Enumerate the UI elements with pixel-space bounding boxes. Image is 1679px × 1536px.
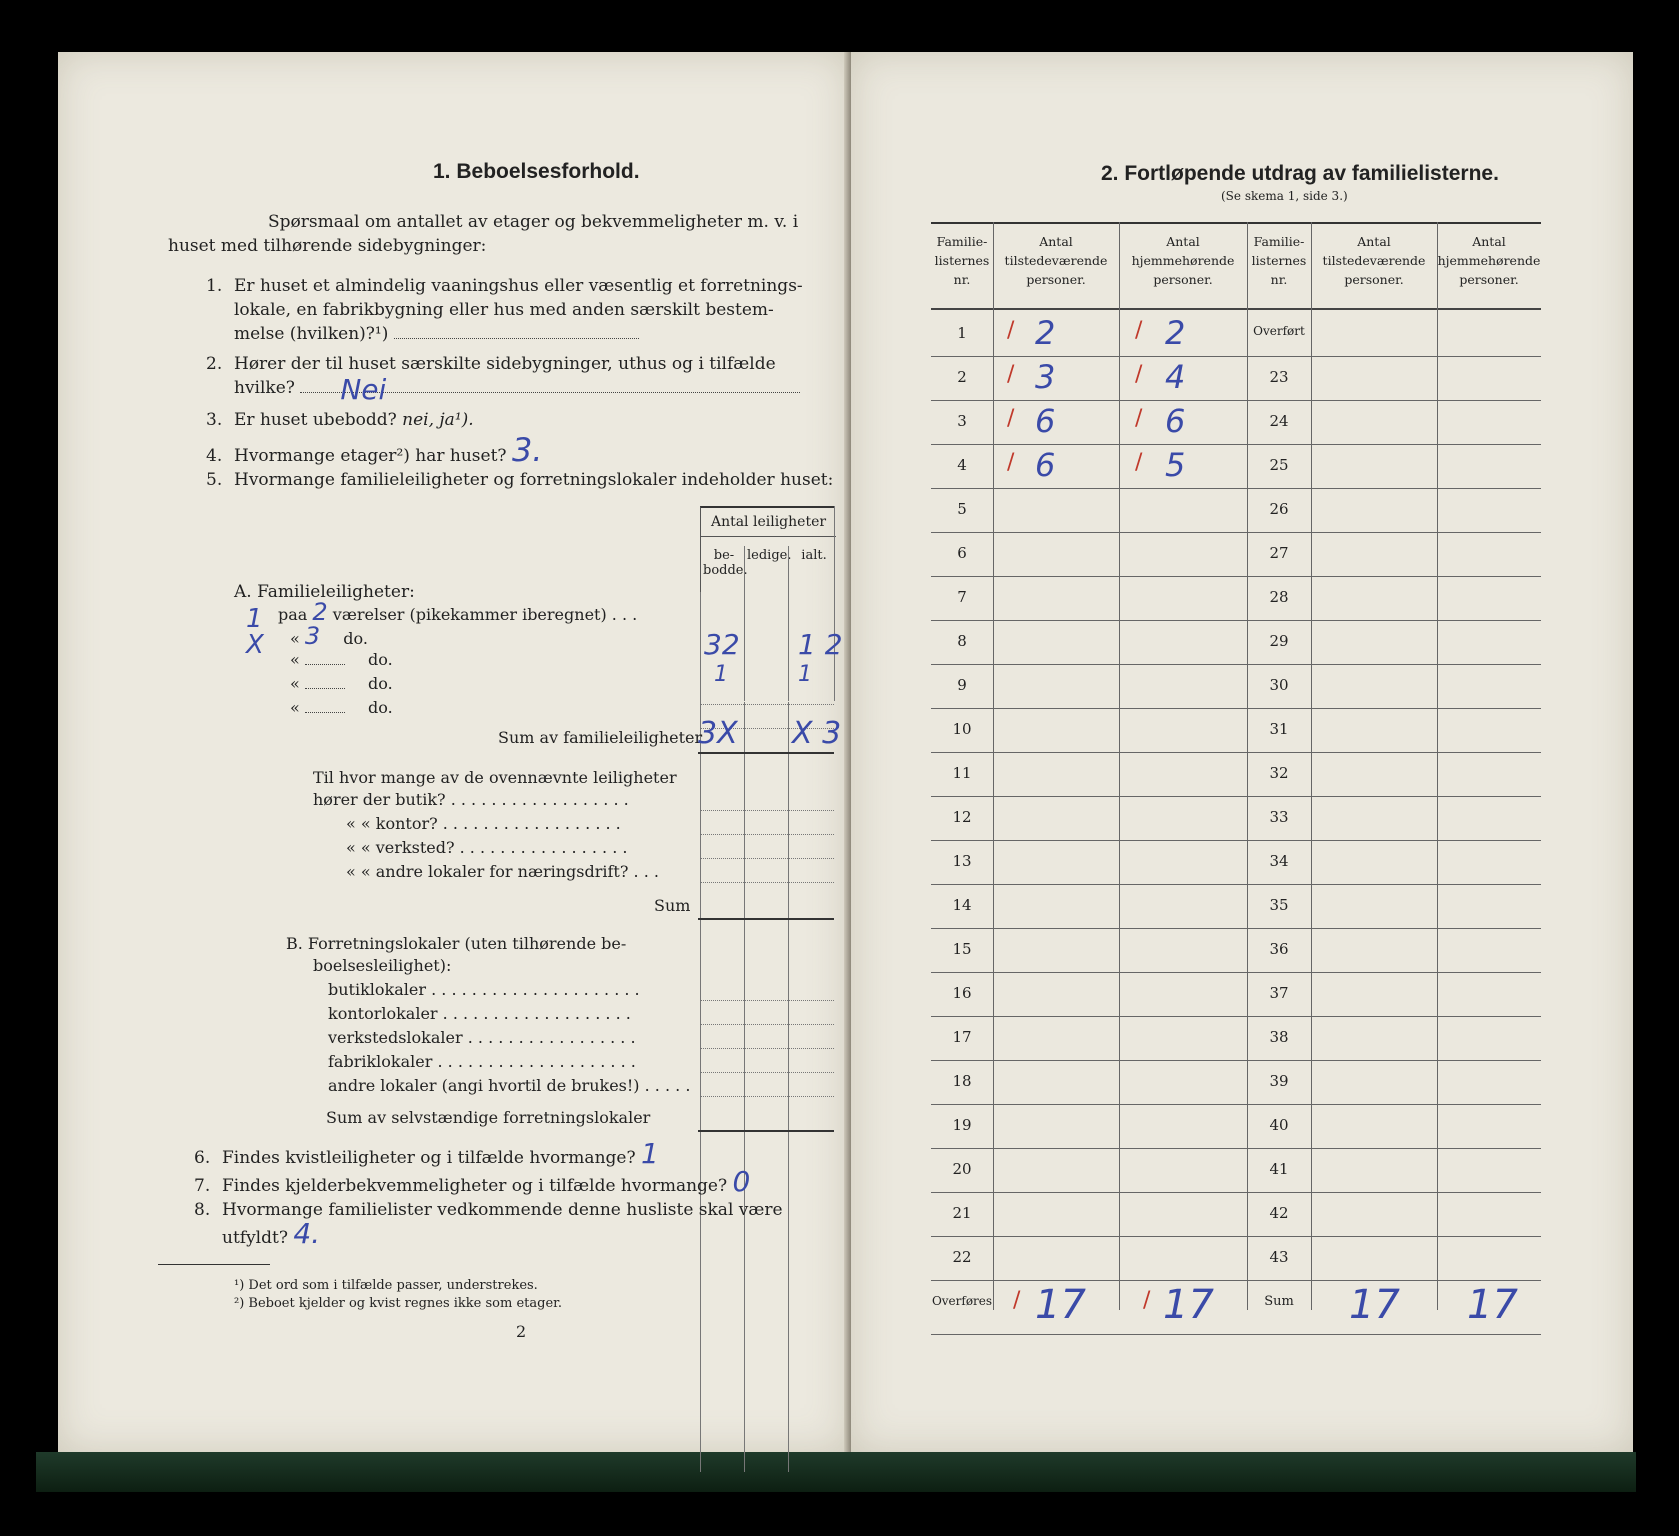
table-row-rule bbox=[931, 972, 1541, 973]
table-row-rule bbox=[931, 664, 1541, 665]
footnote-2: ²) Beboet kjelder og kvist regnes ikke som etager. bbox=[234, 1296, 563, 1311]
question-1-line-2: lokale, en fabrikbygning eller hus med anden særskilt bestem- bbox=[234, 300, 774, 320]
scanner-background-band bbox=[36, 1452, 1636, 1492]
right-page-title: 2. Fortløpende utdrag av familielisterne. bbox=[1101, 162, 1499, 185]
familieleilighet-row-1: paa 2 værelser (pikekammer iberegnet) . . . bbox=[278, 598, 638, 626]
hjemme-value: 2 bbox=[1165, 314, 1186, 352]
overfores-tilstede-total: 17 bbox=[1035, 1282, 1086, 1328]
familie-nr-right-cell: 25 bbox=[1269, 456, 1289, 474]
familie-nr-left-cell: 19 bbox=[952, 1116, 972, 1134]
familie-nr-right-cell: 36 bbox=[1269, 940, 1289, 958]
row1-ialt-value: 1 2 bbox=[798, 628, 843, 661]
familie-nr-right-cell: 27 bbox=[1269, 544, 1289, 562]
familie-nr-left-cell: 5 bbox=[957, 500, 967, 518]
familie-nr-right-cell: 33 bbox=[1269, 808, 1289, 826]
table-row-rule bbox=[931, 620, 1541, 621]
table-row-rule bbox=[931, 840, 1541, 841]
question-7: 7. Findes kjelderbekvemmeligheter og i tilfælde hvormange? 0 bbox=[194, 1165, 751, 1198]
handwritten-answer-familielister: 4. bbox=[293, 1217, 321, 1250]
tilstede-value: 6 bbox=[1035, 446, 1056, 484]
handwritten-answer-kvist: 1 bbox=[640, 1137, 659, 1170]
left-page bbox=[58, 52, 848, 1452]
red-check-mark: / bbox=[1135, 362, 1143, 387]
handwritten-answer-nei: Nei bbox=[340, 373, 387, 406]
section-b-line-2: boelsesleilighet): bbox=[313, 956, 452, 975]
sum-label: Sum bbox=[654, 896, 691, 915]
tilstede-value: 6 bbox=[1035, 402, 1056, 440]
familie-nr-left-cell: 4 bbox=[957, 456, 967, 474]
kontorlokaler-line: kontorlokaler . . . . . . . . . . . . . . . . . . . bbox=[328, 1004, 631, 1023]
familie-nr-right-cell: 23 bbox=[1269, 368, 1289, 386]
table-row-rule bbox=[931, 1280, 1541, 1281]
handwritten-answer-kjelder: 0 bbox=[732, 1165, 751, 1198]
familie-nr-left-cell: 18 bbox=[952, 1072, 972, 1090]
kontor-line: « « kontor? . . . . . . . . . . . . . . . . . . bbox=[346, 814, 621, 833]
row1-bebodde-value: 32 bbox=[704, 628, 740, 661]
familie-nr-right-cell: 43 bbox=[1269, 1248, 1289, 1266]
red-check-mark: / bbox=[1143, 1288, 1151, 1313]
familie-nr-left-cell: 7 bbox=[957, 588, 967, 606]
left-page-title: 1. Beboelsesforhold. bbox=[433, 160, 640, 183]
right-page-subtitle: (Se skema 1, side 3.) bbox=[1221, 189, 1348, 203]
table-row-rule bbox=[931, 400, 1541, 401]
familie-nr-right-cell: 42 bbox=[1269, 1204, 1289, 1222]
red-check-mark: / bbox=[1013, 1288, 1021, 1313]
antal-leiligheter-header: Antal leiligheter be- bodde. ledige. ialt. bbox=[700, 506, 835, 592]
table-row-rule bbox=[931, 928, 1541, 929]
red-check-mark: / bbox=[1007, 318, 1015, 343]
familie-nr-right-cell: 37 bbox=[1269, 984, 1289, 1002]
table-row-rule bbox=[931, 488, 1541, 489]
footnote-rule bbox=[158, 1264, 270, 1265]
familie-nr-right-cell: 30 bbox=[1269, 676, 1289, 694]
familie-nr-left-cell: 13 bbox=[952, 852, 972, 870]
sum-hjemme-total: 17 bbox=[1467, 1282, 1518, 1328]
red-check-mark: / bbox=[1135, 406, 1143, 431]
familie-nr-left-cell: 15 bbox=[952, 940, 972, 958]
question-8-line-2: utfyldt? 4. bbox=[222, 1217, 321, 1250]
table-bottom-rule bbox=[931, 1334, 1541, 1335]
familie-nr-right-cell: 35 bbox=[1269, 896, 1289, 914]
right-page bbox=[851, 52, 1633, 1452]
handwritten-rooms-2: 3 bbox=[304, 622, 321, 650]
familie-nr-right-cell: 34 bbox=[1269, 852, 1289, 870]
table-row-rule bbox=[931, 1104, 1541, 1105]
verkstedslokaler-line: verkstedslokaler . . . . . . . . . . . . . . . . . bbox=[328, 1028, 636, 1047]
familie-nr-right-cell: Overført bbox=[1253, 324, 1305, 338]
question-2-line-1: 2. Hører der til huset særskilte sidebygninger, uthus og i tilfælde bbox=[206, 354, 776, 374]
header-familie-nr-left: Familie- listernes nr. bbox=[934, 234, 990, 287]
hjemme-value: 4 bbox=[1165, 358, 1186, 396]
table-row-rule bbox=[931, 576, 1541, 577]
sum-familieleiligheter-label: Sum av familieleiligheter bbox=[498, 728, 703, 747]
table-row-rule bbox=[931, 708, 1541, 709]
familie-nr-left-cell: 10 bbox=[952, 720, 972, 738]
question-5: 5. Hvormange familieleiligheter og forretningslokaler indeholder huset: bbox=[206, 470, 834, 490]
familie-nr-right-cell: 41 bbox=[1269, 1160, 1289, 1178]
familie-nr-left-cell: 8 bbox=[957, 632, 967, 650]
sum-tilstede-total: 17 bbox=[1349, 1282, 1400, 1328]
familie-nr-right-cell: 28 bbox=[1269, 588, 1289, 606]
sum-label: Sum bbox=[1264, 1294, 1294, 1309]
familieleilighet-row-5: « do. bbox=[290, 698, 393, 717]
row2-ialt-value: 1 bbox=[798, 662, 812, 687]
header-familie-nr-right: Familie- listernes nr. bbox=[1251, 234, 1307, 287]
sum-ialt-value: X 3 bbox=[792, 716, 842, 751]
header-hjemme-right: Antal hjemmehørende personer. bbox=[1437, 234, 1541, 287]
table-row-rule bbox=[931, 1016, 1541, 1017]
til-hvor-mange-line-2: hører der butik? . . . . . . . . . . . . . . . . . . bbox=[313, 790, 629, 809]
page-number: 2 bbox=[516, 1322, 527, 1341]
familie-nr-left-cell: 6 bbox=[957, 544, 967, 562]
hjemme-value: 5 bbox=[1165, 446, 1186, 484]
margin-handwritten-note: 1 X bbox=[246, 604, 264, 660]
familie-nr-right-cell: 40 bbox=[1269, 1116, 1289, 1134]
familie-nr-left-cell: 3 bbox=[957, 412, 967, 430]
handwritten-answer-etager: 3. bbox=[511, 431, 543, 469]
header-tilstede-left: Antal tilstedeværende personer. bbox=[1004, 234, 1108, 287]
familie-nr-left-cell: 12 bbox=[952, 808, 972, 826]
tilstede-value: 3 bbox=[1035, 358, 1056, 396]
table-row-rule bbox=[931, 884, 1541, 885]
familie-nr-left-cell: 1 bbox=[957, 324, 967, 342]
footnote-1: ¹) Det ord som i tilfælde passer, understrekes. bbox=[234, 1278, 538, 1293]
til-hvor-mange-line-1: Til hvor mange av de ovennævnte leiligheter bbox=[313, 768, 677, 787]
tilstede-value: 2 bbox=[1035, 314, 1056, 352]
question-1-line-1: 1. Er huset et almindelig vaaningshus eller væsentlig et forretnings- bbox=[206, 276, 803, 296]
familie-nr-right-cell: 29 bbox=[1269, 632, 1289, 650]
document-spread bbox=[58, 52, 1633, 1452]
familie-nr-right-cell: 24 bbox=[1269, 412, 1289, 430]
table-row-rule bbox=[931, 1060, 1541, 1061]
header-tilstede-right: Antal tilstedeværende personer. bbox=[1322, 234, 1426, 287]
familie-nr-left-cell: 16 bbox=[952, 984, 972, 1002]
section-b-line-1: B. Forretningslokaler (uten tilhørende be- bbox=[286, 934, 627, 953]
table-row-rule bbox=[931, 1148, 1541, 1149]
table-row-rule bbox=[931, 1236, 1541, 1237]
familie-nr-left-cell: 21 bbox=[952, 1204, 972, 1222]
familie-nr-right-cell: 31 bbox=[1269, 720, 1289, 738]
fabriklokaler-line: fabriklokaler . . . . . . . . . . . . . . . . . . . . bbox=[328, 1052, 636, 1071]
andre-lokaler-b-line: andre lokaler (angi hvortil de brukes!) . . . . . bbox=[328, 1076, 691, 1095]
familieleilighet-row-3: « do. bbox=[290, 650, 393, 669]
familie-nr-right-cell: 39 bbox=[1269, 1072, 1289, 1090]
red-check-mark: / bbox=[1007, 362, 1015, 387]
familie-nr-right-cell: 32 bbox=[1269, 764, 1289, 782]
question-3: 3. Er huset ubebodd? nei, ja¹). bbox=[206, 410, 474, 430]
andre-lokaler-line: « « andre lokaler for næringsdrift? . . . bbox=[346, 862, 659, 881]
butiklokaler-line: butiklokaler . . . . . . . . . . . . . . . . . . . . . bbox=[328, 980, 640, 999]
table-row-rule bbox=[931, 444, 1541, 445]
familie-nr-right-cell: 26 bbox=[1269, 500, 1289, 518]
familie-nr-left-cell: 11 bbox=[952, 764, 972, 782]
question-1-line-3: melse (hvilken)?¹) bbox=[234, 322, 639, 346]
familieleilighet-row-2: « 3 do. bbox=[290, 622, 368, 650]
familie-nr-left-cell: 9 bbox=[957, 676, 967, 694]
table-row-rule bbox=[931, 796, 1541, 797]
table-row-rule bbox=[931, 1192, 1541, 1193]
red-check-mark: / bbox=[1007, 406, 1015, 431]
table-row-rule bbox=[931, 356, 1541, 357]
section-a-heading: A. Familieleiligheter: bbox=[234, 582, 415, 602]
answer-line bbox=[394, 338, 639, 339]
question-8-line-1: 8. Hvormange familielister vedkommende denne husliste skal være bbox=[194, 1200, 783, 1220]
question-2-line-2: hvilke? Nei bbox=[234, 376, 800, 400]
familieleilighet-row-4: « do. bbox=[290, 674, 393, 693]
table-row-rule bbox=[931, 532, 1541, 533]
overfores-label: Overføres bbox=[931, 1294, 993, 1308]
familie-nr-left-cell: 2 bbox=[957, 368, 967, 386]
hjemme-value: 6 bbox=[1165, 402, 1186, 440]
intro-paragraph: Spørsmaal om antallet av etager og bekvemmeligheter m. v. i huset med tilhørende sidebygninger: bbox=[168, 212, 799, 256]
red-check-mark: / bbox=[1135, 450, 1143, 475]
familie-nr-left-cell: 22 bbox=[952, 1248, 972, 1266]
row2-bebodde-value: 1 bbox=[714, 662, 728, 687]
familie-nr-right-cell: 38 bbox=[1269, 1028, 1289, 1046]
question-6: 6. Findes kvistleiligheter og i tilfælde hvormange? 1 bbox=[194, 1137, 659, 1170]
handwritten-rooms-1: 2 bbox=[312, 598, 328, 626]
header-hjemme-left: Antal hjemmehørende personer. bbox=[1131, 234, 1235, 287]
familie-nr-left-cell: 14 bbox=[952, 896, 972, 914]
red-check-mark: / bbox=[1135, 318, 1143, 343]
familie-nr-left-cell: 20 bbox=[952, 1160, 972, 1178]
red-check-mark: / bbox=[1007, 450, 1015, 475]
sum-selvstaendige-label: Sum av selvstændige forretningslokaler bbox=[326, 1108, 651, 1127]
overfores-hjemme-total: 17 bbox=[1163, 1282, 1214, 1328]
familie-nr-left-cell: 17 bbox=[952, 1028, 972, 1046]
sum-bebodde-value: 3X bbox=[698, 716, 738, 751]
question-4: 4. Hvormange etager²) har huset? 3. bbox=[206, 431, 543, 469]
table-row-rule bbox=[931, 752, 1541, 753]
verksted-line: « « verksted? . . . . . . . . . . . . . . . . . bbox=[346, 838, 628, 857]
